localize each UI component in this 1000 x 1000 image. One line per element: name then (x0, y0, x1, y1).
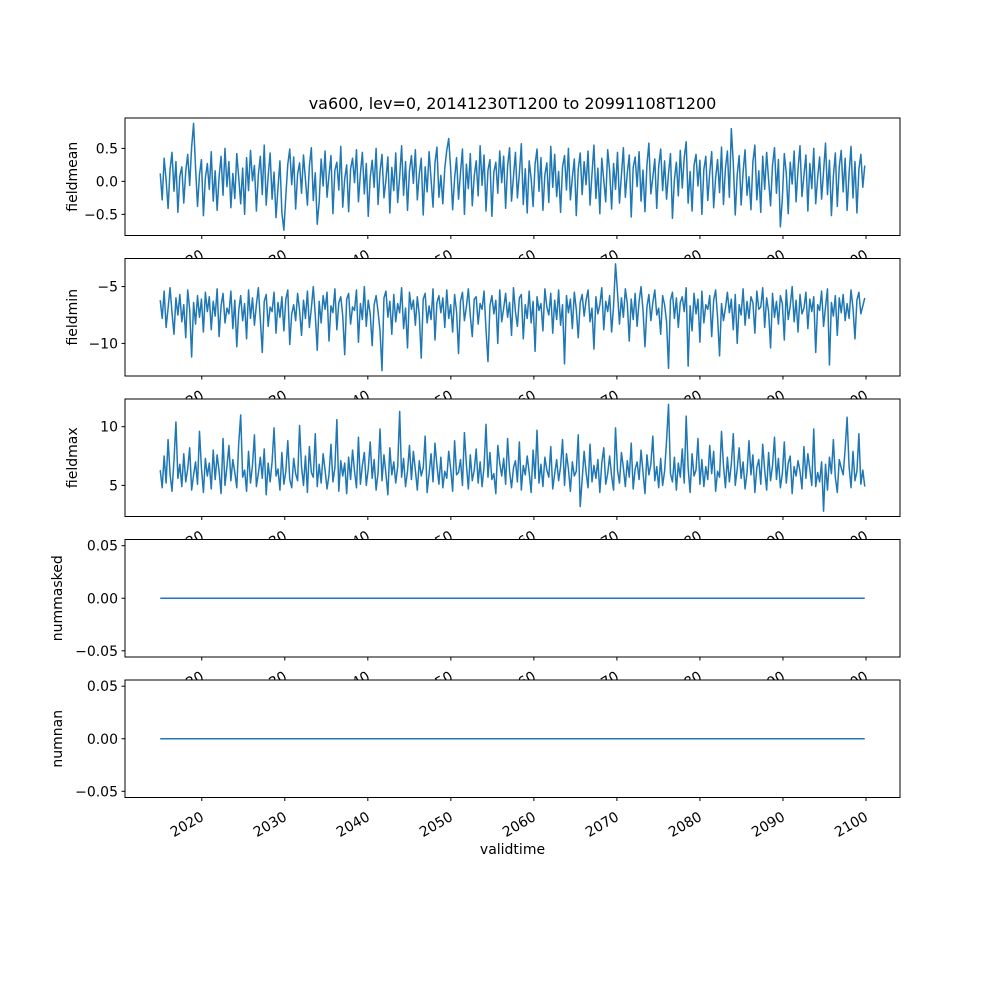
y-axis-label-fieldmean: fieldmean (65, 141, 81, 212)
x-tick-label: 2090 (749, 809, 788, 841)
x-axis-label: validtime (479, 842, 546, 858)
y-axis-label-fieldmax: fieldmax (65, 427, 81, 489)
x-tick-label: 2060 (500, 809, 539, 841)
x-tick-label: 2080 (666, 809, 705, 841)
y-tick-label: −10 (88, 336, 118, 353)
y-tick-label: −0.05 (75, 784, 118, 801)
x-tick-label: 2100 (832, 809, 871, 841)
y-tick-label: 5 (109, 478, 118, 495)
y-tick-label: 0.05 (86, 538, 118, 555)
y-tick-label: 0.00 (86, 731, 118, 748)
y-tick-label: −0.05 (75, 643, 118, 660)
y-tick-label: −0.5 (84, 207, 118, 224)
chart-title: va600, lev=0, 20141230T1200 to 20991108T1200 (308, 94, 717, 113)
y-tick-label: 0.00 (86, 591, 118, 608)
subplot-fieldmean (84, 118, 900, 279)
y-tick-label: 10 (100, 419, 118, 436)
subplot-numnan (75, 679, 900, 841)
x-tick-label: 2020 (167, 809, 207, 841)
y-axis-label-fieldmin: fieldmin (65, 288, 81, 346)
subplot-nummasked (75, 539, 900, 701)
x-tick-label: 2030 (250, 809, 290, 841)
y-tick-label: 0.05 (86, 679, 118, 696)
y-tick-label: 0.0 (95, 174, 118, 191)
y-axis-label-numnan: numnan (50, 709, 66, 768)
subplot-fieldmax (100, 399, 900, 560)
x-tick-label: 2040 (333, 809, 373, 841)
x-tick-label: 2050 (417, 809, 456, 841)
subplots-group (75, 118, 900, 841)
y-tick-label: 0.5 (95, 141, 118, 158)
y-axis-label-nummasked: nummasked (50, 555, 66, 642)
x-tick-label: 2070 (583, 809, 622, 841)
subplot-fieldmin (88, 259, 900, 420)
y-tick-label: −5 (97, 279, 118, 296)
